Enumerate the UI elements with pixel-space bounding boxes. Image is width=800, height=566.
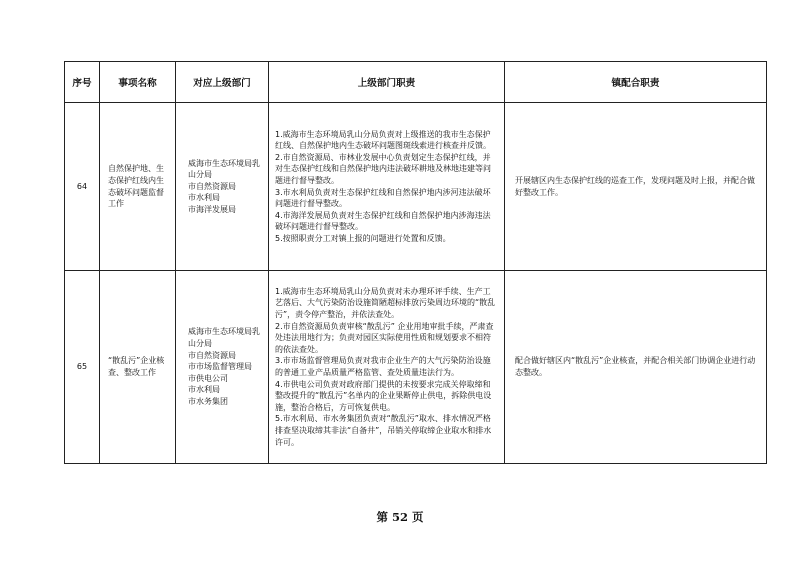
department: 市供电公司 xyxy=(188,373,228,383)
row-responsibilities xyxy=(269,103,505,271)
row-item-name: “散乱污”企业核查、整改工作 xyxy=(100,271,176,464)
header-superior-dept: 对应上级部门 xyxy=(176,62,269,103)
table-header-row xyxy=(65,62,767,103)
responsibility-item: 3.市市场监督管理局负责对我市企业生产的大气污染防治设施的普通工业产品质量严格监管、查处质量违法行为。 xyxy=(275,356,491,377)
responsibility-table xyxy=(64,61,767,464)
row-departments xyxy=(176,103,269,271)
department: 市海洋发展局 xyxy=(188,204,236,214)
row-town-duty: 开展辖区内生态保护红线的巡查工作，发现问题及时上报，并配合做好整改工作。 xyxy=(505,103,767,271)
responsibility-item: 5.市水利局、市水务集团负责对“散乱污”取水、排水情况严格排查坚决取缔其非法“自备井”，吊销关停取缔企业取水和排水许可。 xyxy=(275,414,492,447)
row-responsibilities xyxy=(269,271,505,464)
department: 市水利局 xyxy=(188,385,220,395)
responsibility-item: 4.市供电公司负责对政府部门提供的未按要求完成关停取缔和整改提升的“散乱污”名单内的企业果断停止供电，拆除供电设施，整治合格后，方可恢复供电。 xyxy=(275,379,492,412)
table-row xyxy=(65,103,767,271)
row-number: 65 xyxy=(65,271,100,464)
row-number: 64 xyxy=(65,103,100,271)
department: 市自然资源局 xyxy=(188,350,236,360)
page-number: 第 52 页 xyxy=(376,510,424,524)
department: 市市场监督管理局 xyxy=(188,362,252,372)
department: 市水务集团 xyxy=(188,396,228,406)
department: 市自然资源局 xyxy=(188,181,236,191)
header-number: 序号 xyxy=(65,62,100,103)
responsibility-item: 3.市水利局负责对生态保护红线和自然保护地内涉河违法破坏问题进行督导整改。 xyxy=(275,187,491,209)
responsibility-item: 2.市自然资源局负责审核“散乱污” 企业用地审批手续，严肃查处违法用地行为；负责对园区实际使用性质和规划要求不相符的依法查处。 xyxy=(275,321,494,354)
header-item-name: 事项名称 xyxy=(100,62,176,103)
responsibility-item: 2.市自然资源局、市林业发展中心负责划定生态保护红线，并对生态保护红线和自然保护地内违法破坏耕地及林地违建等问题进行督导整改。 xyxy=(275,152,491,185)
row-departments xyxy=(176,271,269,464)
table-row xyxy=(65,271,767,464)
department: 市水利局 xyxy=(188,193,220,203)
responsibility-item: 5.按照职责分工对镇上报的问题进行处置和反馈。 xyxy=(275,233,451,243)
header-town-duties: 镇配合职责 xyxy=(505,62,767,103)
department: 威海市生态环境局乳山分局 xyxy=(188,327,260,349)
responsibility-item: 1.威海市生态环境局乳山分局负责对未办理环评手续、生产工艺落后、大气污染防治设施简陋超标排放污染周边环境的“散乱污”，责令停产整治，并依法查处。 xyxy=(275,286,496,320)
responsibility-item: 4.市海洋发展局负责对生态保护红线和自然保护地内涉海违法破坏问题进行督导整改。 xyxy=(275,210,491,232)
row-item-name: 自然保护地、生态保护红线内生态破坏问题监督工作 xyxy=(100,103,176,271)
department: 威海市生态环境局乳山分局 xyxy=(188,158,260,180)
row-town-duty: 配合做好辖区内“散乱污”企业核查，并配合相关部门协调企业进行动态整改。 xyxy=(505,271,767,464)
responsibility-item: 1.威海市生态环境局乳山分局负责对上级推送的我市生态保护红线、自然保护地内生态破坏问题图斑线索进行核查并反馈。 xyxy=(275,129,491,151)
header-superior-duties: 上级部门职责 xyxy=(269,62,505,103)
